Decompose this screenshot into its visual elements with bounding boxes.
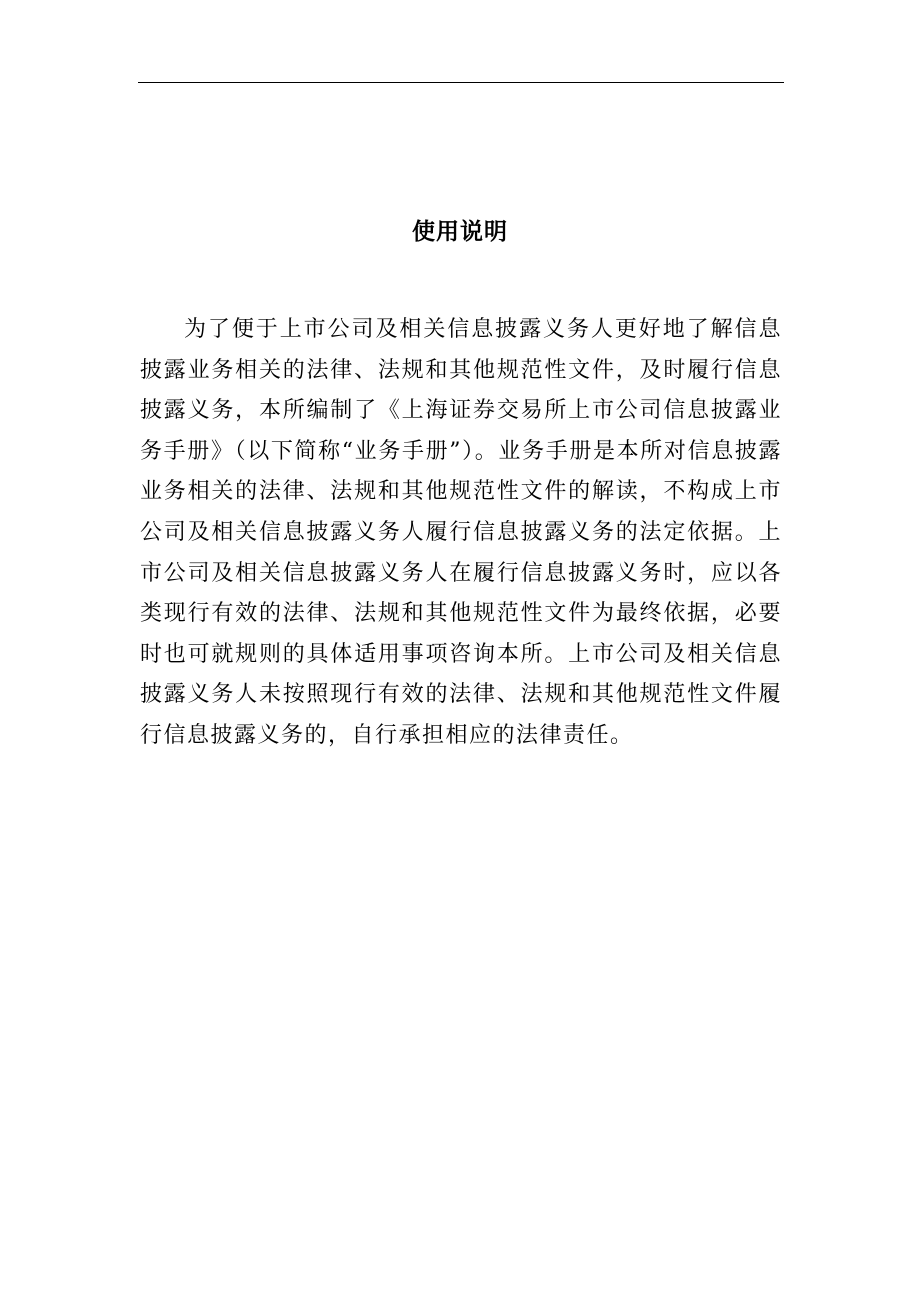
header-rule — [138, 82, 784, 83]
body-paragraph: 为了便于上市公司及相关信息披露义务人更好地了解信息披露业务相关的法律、法规和其他规范性文件，及时履行信息披露义务，本所编制了《上海证券交易所上市公司信息披露业务手册》（以下简称“业务手册”）。业务手册是本所对信息披露业务相关的法律、法规和其他规范性文件的解读，不构成上市公司及相关信息披露义务人履行信息披露义务的法定依据。上市公司及相关信息披露义务人在履行信息披露义务时，应以各类现行有效的法律、法规和其他规范性文件为最终依据，必要时也可就规则的具体适用事项咨询本所。上市公司及相关信息披露义务人未按照现行有效的法律、法规和其他规范性文件履行信息披露义务的，自行承担相应的法律责任。 — [140, 317, 782, 748]
page-title: 使用说明 — [412, 218, 508, 245]
